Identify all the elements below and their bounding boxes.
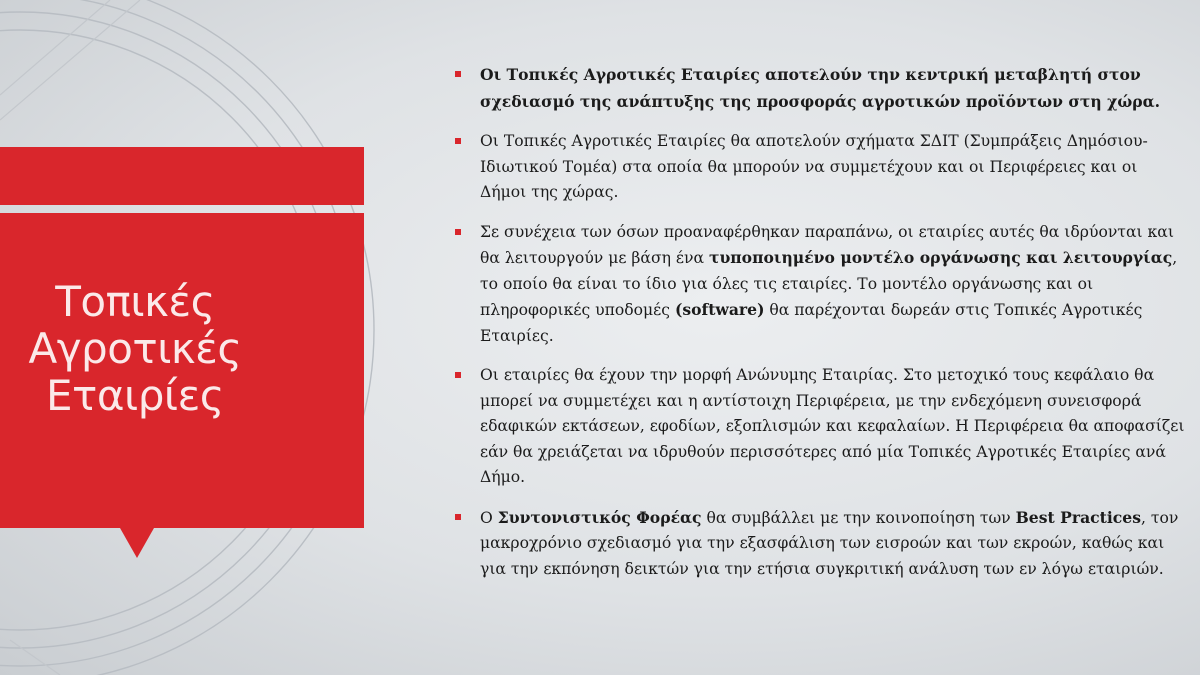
bullet-text: θα παρέχονται δωρεάν στις Τοπικές Αγροτικές Εταιρίες. — [480, 301, 1143, 345]
bullet-item — [452, 505, 1187, 583]
bullet-item — [452, 363, 1187, 491]
bullet-list — [452, 62, 1187, 596]
bullet-item — [452, 129, 1187, 206]
bullet-text: θα συμβάλλει με την κοινοποίηση των — [701, 508, 1016, 527]
bullet-text-bold: (software) — [674, 300, 765, 319]
bullet-text-bold: τυποποιημένο μοντέλο οργάνωσης και λειτουργίας — [708, 248, 1173, 267]
bullet-text: Σε συνέχεια των όσων προαναφέρθηκαν παραπάνω, οι εταιρίες αυτές θα ιδρύονται και θα λειτουργούν με βάση ένα — [480, 222, 1174, 267]
bullet-item — [452, 220, 1187, 350]
bullet-marker-icon — [455, 372, 461, 378]
bullet-text-bold: Best Practices — [1015, 507, 1141, 527]
bullet-item — [452, 62, 1187, 115]
bullet-text-bold: Συντονιστικός Φορέας — [497, 507, 702, 527]
bullet-text: Οι εταιρίες θα έχουν την μορφή Ανώνυμης Εταιρίας. Στο μετοχικό τους κεφάλαιο θα μπορεί να συμμετέχει και η αντίστοιχη Περιφέρεια, με την ενδεχόμενη συνεισφορά εδαφικών εκτάσεων, εφοδίων, εξοπλισμών και κεφαλαίων. Η Περιφέρεια θα αποφασίζει εάν θα χρειάζεται να ιδρυθούν περισσότερες από μία Τοπικές Αγροτικές Εταιρίες ανά Δήμο. — [480, 366, 1185, 486]
bullet-marker-icon — [455, 71, 461, 77]
bullet-text: , το οποίο θα είναι το ίδιο για όλες τις εταιρίες. Το μοντέλο οργάνωσης και οι πληροφορικές υποδομές — [480, 249, 1178, 319]
bullet-text: Ο — [480, 508, 498, 527]
section-title: Τοπικές Αγροτικές Εταιρίες — [28, 277, 242, 420]
bullet-marker-icon — [455, 514, 461, 520]
bullet-marker-icon — [455, 138, 461, 144]
bullet-text: Οι Τοπικές Αγροτικές Εταιρίες θα αποτελούν σχήματα ΣΔΙΤ (Συμπράξεις Δημόσιου-Ιδιωτικού Τομέα) στα οποία θα μπορούν να συμμετέχουν και οι Περιφέρειες και οι Δήμοι της χώρας. — [480, 132, 1148, 201]
header-strip — [0, 147, 364, 205]
bullet-text: , τον μακροχρόνιο σχεδιασμό για την εξασφάλιση των εισροών και των εκροών, καθώς και για την εκπόνηση δεικτών για την ετήσια συγκριτική ανάλυση των εν λόγω εταιριών. — [480, 508, 1179, 578]
bullet-marker-icon — [455, 229, 461, 235]
bullet-text-bold: Οι Τοπικές Αγροτικές Εταιρίες αποτελούν την κεντρική μεταβλητή στον σχεδιασμό της ανάπτυξης της προσφοράς αγροτικών προϊόντων στη χώρα. — [480, 65, 1161, 111]
